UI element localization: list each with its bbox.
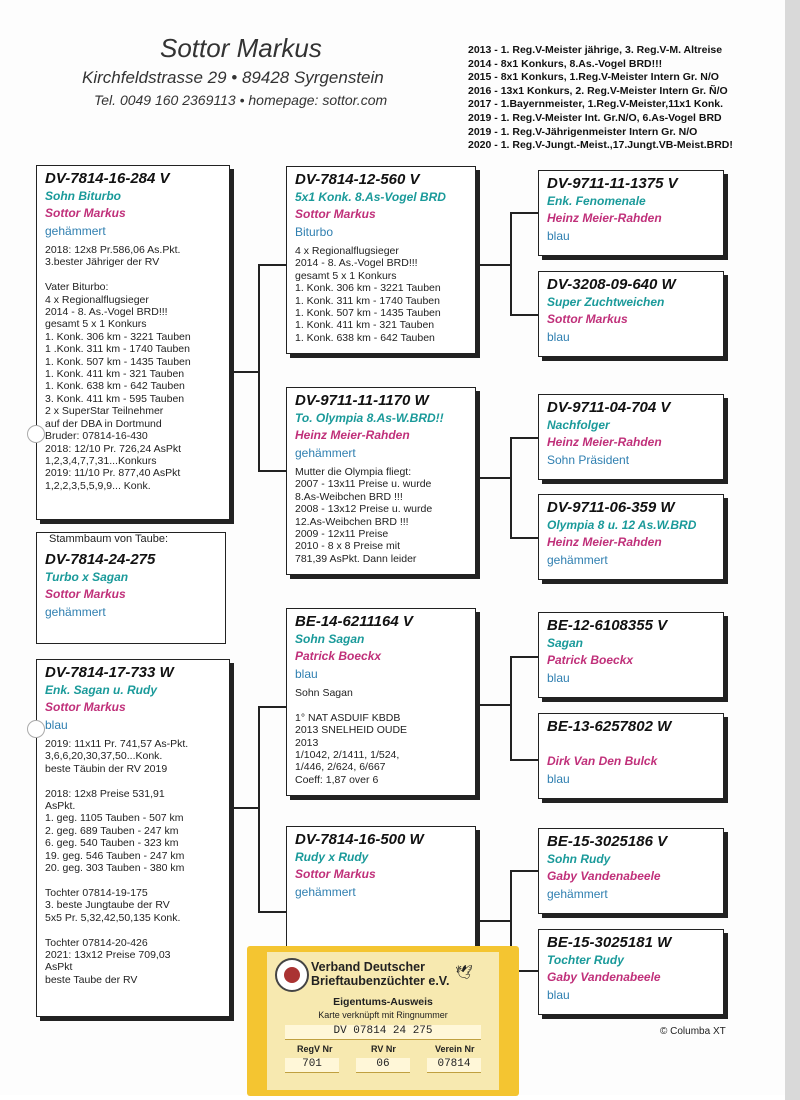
pigeon-color: blau xyxy=(45,718,68,732)
punch-hole xyxy=(27,425,45,443)
grandparent-box xyxy=(286,387,476,575)
pigeon-notes: 4 x Regionalflugsieger 2014 - 8. As.-Vogel BRD!!! gesamt 5 x 1 Konkurs 1. Konk. 306 km - 3221 Tauben 1. Konk. 311 km - 1740 Tauben 1. Konk. 507 km - 1435 Tauben 1. Konk. 411 km - 321 Tauben 1. Konk. 638 km - 642 Tauben xyxy=(295,245,441,344)
pigeon-color: gehämmert xyxy=(547,887,608,901)
grandparent-box xyxy=(286,166,476,354)
breeder: Sottor Markus xyxy=(547,312,628,326)
connector xyxy=(258,706,286,708)
pigeon-name: Super Zuchtweichen xyxy=(547,295,665,309)
regv-label: RegV Nr xyxy=(297,1044,333,1054)
breeder: Heinz Meier-Rahden xyxy=(295,428,410,442)
grandparent-box xyxy=(286,608,476,796)
dam-box xyxy=(36,659,230,1017)
connector xyxy=(510,212,538,214)
ring-number: DV-7814-24-275 xyxy=(45,551,156,568)
connector xyxy=(510,537,538,539)
title-line: 2019 - 1. Reg.V-Meister Int. Gr.N/O, 6.As-Vogel BRD xyxy=(468,111,722,124)
connector xyxy=(510,656,538,658)
ring-number: BE-14-6211164 V xyxy=(295,613,413,630)
title-line: 2016 - 13x1 Konkurs, 2. Reg.V-Meister Intern Gr. Ñ/O xyxy=(468,84,728,97)
connector xyxy=(230,807,258,809)
breeder: Heinz Meier-Rahden xyxy=(547,535,662,549)
pigeon-color: blau xyxy=(547,988,570,1002)
connector xyxy=(258,264,260,471)
punch-hole xyxy=(27,720,45,738)
breeder: Heinz Meier-Rahden xyxy=(547,211,662,225)
copyright: © Columba XT xyxy=(660,1026,726,1037)
rv-value: 06 xyxy=(356,1058,410,1073)
connector xyxy=(258,470,286,472)
grandparent-box xyxy=(286,826,476,966)
ring-number: BE-15-3025186 V xyxy=(547,833,668,850)
ring-number: DV-9711-04-704 V xyxy=(547,399,671,416)
breeder: Sottor Markus xyxy=(295,867,376,881)
breeder: Sottor Markus xyxy=(45,206,126,220)
breeder: Patrick Boeckx xyxy=(547,653,634,667)
ring-number: DV-7814-16-500 W xyxy=(295,831,424,848)
pigeon-color: gehämmert xyxy=(295,885,356,899)
breeder: Sottor Markus xyxy=(45,700,126,714)
connector xyxy=(258,706,260,912)
great-grandparent-box xyxy=(538,713,724,799)
pigeon-color: gehämmert xyxy=(45,224,106,238)
pigeon-color: blau xyxy=(547,229,570,243)
card-ring-number: DV 07814 24 275 xyxy=(285,1025,481,1040)
breeder: Sottor Markus xyxy=(45,587,126,601)
verein-value: 07814 xyxy=(427,1058,481,1073)
pigeon-color: blau xyxy=(547,772,570,786)
breeder: Gaby Vandenabeele xyxy=(547,869,661,883)
connector xyxy=(476,477,510,479)
pigeon-color: blau xyxy=(295,667,318,681)
pigeon-name: Sohn Biturbo xyxy=(45,189,121,203)
card-title: Eigentums-Ausweis xyxy=(333,996,433,1008)
breeder-name: Sottor Markus xyxy=(160,33,322,63)
association-name-line2: Brieftaubenzüchter e.V. xyxy=(311,974,450,988)
rv-label: RV Nr xyxy=(371,1044,396,1054)
connector xyxy=(476,704,510,706)
title-line: 2019 - 1. Reg.V-Jährigenmeister Intern Gr. N/O xyxy=(468,125,698,138)
pigeon-notes: Mutter die Olympia fliegt: 2007 - 13x11 Preise u. wurde 8.As-Weibchen BRD !!! 2008 - 13x12 Preise u. wurde 12.As-Weibchen BRD !!! 2009 - 12x11 Preise 2010 - 8 x 8 Preise mit 781,39 AsPkt. Dann leider xyxy=(295,466,433,565)
pigeon-name: Nachfolger xyxy=(547,418,610,432)
pigeon-name: Rudy x Rudy xyxy=(295,850,369,864)
connector xyxy=(510,656,512,760)
pigeon-notes: 2018: 12x8 Pr.586,06 As.Pkt. 3.bester Jähriger der RV Vater Biturbo: 4 x Regionalflugsieger 2014 - 8. As.-Vogel BRD!!! gesamt 5 x 1 Konkurs 1. Konk. 306 km - 3221 Tauben 1 .Konk. 311 km - 1740 Tauben 1. Konk. 507 km - 1435 Tauben 1. Konk. 411 km - 321 Tauben 1. Konk. 638 km - 642 Tauben 3. Konk. 411 km - 595 Tauben 2 x SuperStar Teilnehmer auf der DBA in Dortmund Bruder: 07814-16-430 2018: 12/10 Pr. 726,24 AsPkt 1,2,3,4,7,7,31...Konkurs 2019: 11/10 Pr. 877,40 AsPkt 1,2,2,3,5,5,9,9... Konk. xyxy=(45,244,191,492)
connector xyxy=(510,212,512,315)
pigeon-color: Biturbo xyxy=(295,225,334,239)
breeder: Heinz Meier-Rahden xyxy=(547,435,662,449)
title-line: 2013 - 1. Reg.V-Meister jährige, 3. Reg.V-M. Altreise xyxy=(468,44,723,56)
sire-box xyxy=(36,165,230,520)
breeder: Patrick Boeckx xyxy=(295,649,382,663)
title-line: 2014 - 8x1 Konkurs, 8.As.-Vogel BRD!!! xyxy=(468,57,663,70)
title-line: 2020 - 1. Reg.V-Jungt.-Meist.,17.Jungt.VB-Meist.BRD! xyxy=(468,139,733,152)
breeder: Sottor Markus xyxy=(295,207,376,221)
pigeon-name: Tochter Rudy xyxy=(547,953,624,967)
pigeon-name: Enk. Fenomenale xyxy=(547,194,646,208)
association-logo-icon xyxy=(275,958,309,992)
title-line: 2015 - 8x1 Konkurs, 1.Reg.V-Meister Intern Gr. N/O xyxy=(468,71,719,84)
titles-list xyxy=(468,44,733,153)
great-grandparent-box xyxy=(538,828,724,914)
verein-label: Verein Nr xyxy=(435,1044,475,1054)
breeder-contact: Tel. 0049 160 2369113 • homepage: sottor.com xyxy=(94,92,388,108)
pigeon-name: Turbo x Sagan xyxy=(45,570,129,584)
ring-number: DV-7814-16-284 V xyxy=(45,170,170,187)
connector xyxy=(476,264,510,266)
pigeon-color: gehämmert xyxy=(295,446,356,460)
pigeon-name: Sohn Sagan xyxy=(295,632,365,646)
great-grandparent-box xyxy=(538,170,724,256)
ring-number: DV-9711-06-359 W xyxy=(547,499,675,516)
pigeon-name: Olympia 8 u. 12 As.W.BRD xyxy=(547,518,697,532)
great-grandparent-box xyxy=(538,271,724,357)
connector xyxy=(258,264,286,266)
ownership-card xyxy=(247,946,519,1096)
pigeon-name: Sagan xyxy=(547,636,584,650)
connector xyxy=(510,437,512,538)
subject-box xyxy=(36,532,226,644)
great-grandparent-box xyxy=(538,394,724,480)
ring-number: BE-12-6108355 V xyxy=(547,617,668,634)
connector xyxy=(510,437,538,439)
ring-number: BE-15-3025181 W xyxy=(547,934,672,951)
pigeon-notes: Sohn Sagan 1° NAT ASDUIF KBDB 2013 SNELHEID OUDE 2013 1/1042, 2/1411, 1/524, 1/446, 2/624, 6/667 Coeff: 1,87 over 6 xyxy=(295,687,408,786)
ring-number: DV-9711-11-1375 V xyxy=(547,175,678,192)
regv-value: 701 xyxy=(285,1058,339,1073)
pigeon-color: Sohn Präsident xyxy=(547,453,630,467)
connector xyxy=(476,920,510,922)
card-subtitle: Karte verknüpft mit Ringnummer xyxy=(318,1010,448,1020)
connector xyxy=(510,759,538,761)
connector xyxy=(510,314,538,316)
pigeon-color: blau xyxy=(547,330,570,344)
ownership-card-body xyxy=(267,952,499,1090)
breeder-address: Kirchfeldstrasse 29 • 89428 Syrgenstein xyxy=(82,68,384,87)
pigeon-name: 5x1 Konk. 8.As-Vogel BRD xyxy=(295,190,446,204)
connector xyxy=(258,911,286,913)
great-grandparent-box xyxy=(538,494,724,580)
pigeon-color: gehämmert xyxy=(45,605,106,619)
pigeon-icon: 🕊 xyxy=(455,964,473,980)
pigeon-name: To. Olympia 8.As-W.BRD!! xyxy=(295,411,444,425)
breeder: Dirk Van Den Bulck xyxy=(547,754,658,768)
great-grandparent-box xyxy=(538,612,724,698)
ring-number: DV-9711-11-1170 W xyxy=(295,392,429,409)
pigeon-name: Enk. Sagan u. Rudy xyxy=(45,683,158,697)
pigeon-color: gehämmert xyxy=(547,553,608,567)
ring-number: BE-13-6257802 W xyxy=(547,718,672,735)
ring-number: DV-7814-12-560 V xyxy=(295,171,420,188)
connector xyxy=(510,870,538,872)
great-grandparent-box xyxy=(538,929,724,1015)
association-name-line1: Verband Deutscher xyxy=(311,960,425,974)
pigeon-name: Sohn Rudy xyxy=(547,852,611,866)
ring-number: DV-7814-17-733 W xyxy=(45,664,174,681)
connector xyxy=(230,371,258,373)
pigeon-color: blau xyxy=(547,671,570,685)
pigeon-name xyxy=(547,737,715,751)
scan-edge xyxy=(785,0,800,1100)
pigeon-notes: 2019: 11x11 Pr. 741,57 As-Pkt. 3,6,6,20,30,37,50...Konk. beste Täubin der RV 2019 2018: 12x8 Preise 531,91 AsPkt. 1. geg. 1105 Tauben - 507 km 2. geg. 689 Tauben - 247 km 6. geg. 540 Tauben - 323 km 19. geg. 546 Tauben - 247 km 20. geg. 303 Tauben - 380 km Tochter 07814-19-175 3. beste Jungtaube der RV 5x5 Pr. 5,32,42,50,135 Konk. Tochter 07814-20-426 2021: 13x12 Preise 709,03 AsPkt beste Taube der RV xyxy=(45,738,189,986)
subject-label: Stammbaum von Taube: xyxy=(46,533,171,545)
ring-number: DV-3208-09-640 W xyxy=(547,276,676,293)
breeder: Gaby Vandenabeele xyxy=(547,970,661,984)
title-line: 2017 - 1.Bayernmeister, 1.Reg.V-Meister,11x1 Konk. xyxy=(468,98,724,111)
